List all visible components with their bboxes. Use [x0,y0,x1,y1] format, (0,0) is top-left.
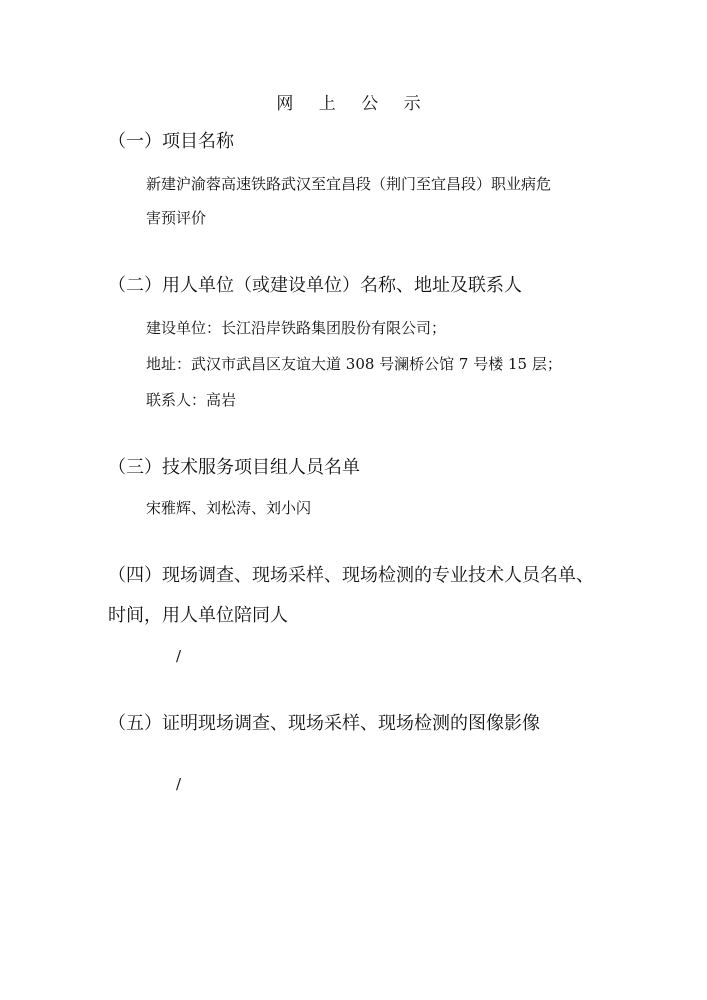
project-name-line-1: 新建沪渝蓉高速铁路武汉至宜昌段（荆门至宜昌段）职业病危 [146,175,552,193]
section-3-heading: （三）技术服务项目组人员名单 [108,457,360,478]
team-members: 宋雅辉、刘松涛、刘小闪 [146,499,312,517]
construction-unit: 建设单位：长江沿岸铁路集团股份有限公司； [146,319,447,337]
page-title: 网 上 公 示 [276,94,431,114]
section-4-heading-line-2: 时间，用人单位陪同人 [108,605,288,626]
section-2-heading: （二）用人单位（或建设单位）名称、地址及联系人 [108,275,522,296]
section-1-heading: （一）项目名称 [108,131,234,152]
section-4-heading-line-1: （四）现场调查、现场采样、现场检测的专业技术人员名单、 [108,565,594,586]
section-4-value: / [176,647,182,665]
contact-person: 联系人：高岩 [146,391,237,409]
unit-address: 地址：武汉市武昌区友谊大道 308 号澜桥公馆 7 号楼 15 层； [146,355,562,373]
project-name-line-2: 害预评价 [146,209,207,227]
section-5-heading: （五）证明现场调查、现场采样、现场检测的图像影像 [108,713,540,734]
section-5-value: / [176,775,182,793]
